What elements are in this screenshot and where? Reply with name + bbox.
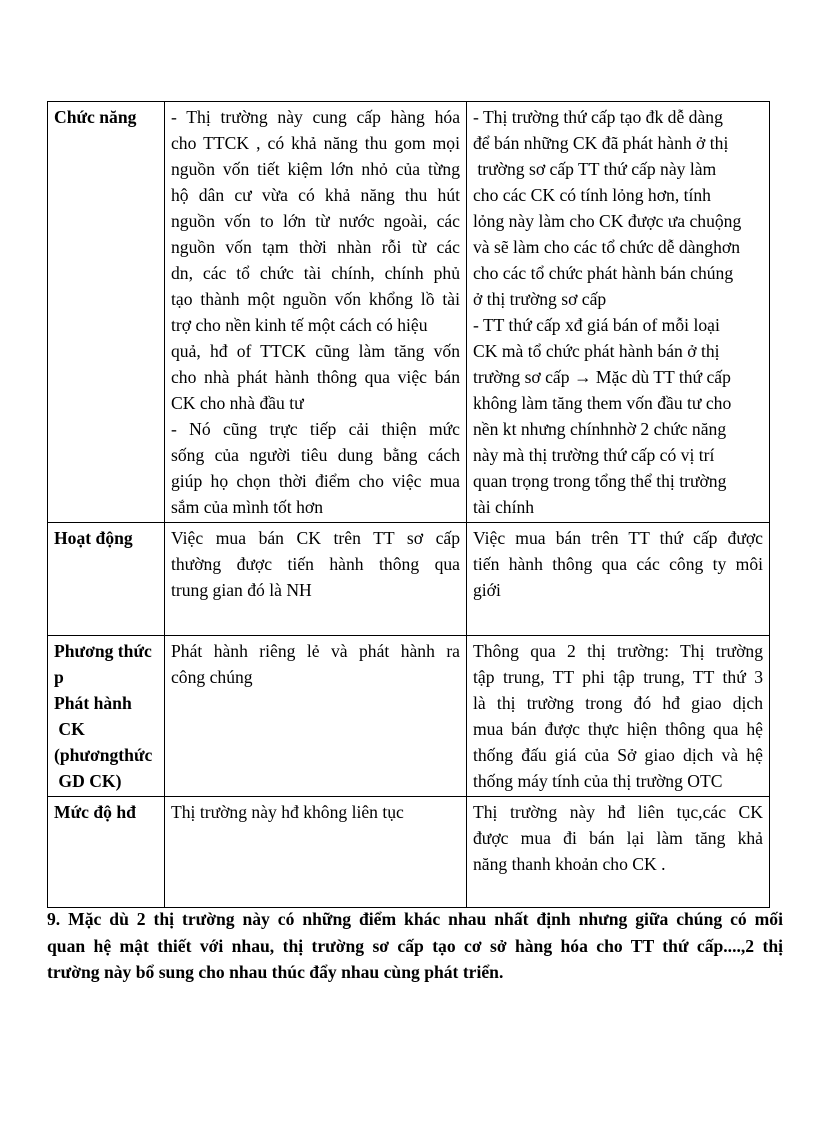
cell-line: Thị trường này hđ không liên tục [171, 802, 404, 822]
primary-market-cell [165, 102, 467, 523]
row-header [48, 797, 165, 908]
cell-line: Thị trường này hđ liên tục,các CK [473, 802, 763, 822]
row-header-line: Phương thức [54, 641, 152, 661]
cell-line: Thông qua 2 thị trường: Thị trường [473, 641, 763, 661]
row-header-line: Chức năng [54, 107, 137, 127]
cell-line: năng thanh khoản cho CK . [473, 854, 666, 874]
row-header-line: Phát hành [54, 693, 132, 713]
primary-market-cell [165, 523, 467, 636]
cell-line: Việc mua bán CK trên TT sơ cấp [171, 528, 460, 548]
cell-line: được mua đi bán lại làm tăng khả [473, 828, 763, 848]
row-header-line: Mức độ hđ [54, 802, 136, 822]
conclusion-line: quan hệ mật thiết với nhau, thị trường sơ cấp tạo cơ sở hàng hóa cho TT thứ cấp....,2 thị [47, 935, 783, 956]
conclusion-paragraph [47, 906, 783, 986]
cell-line: thống đấu giá của Sở giao dịch và hệ [473, 745, 763, 765]
secondary-market-cell [467, 523, 770, 636]
row-header [48, 102, 165, 523]
primary-market-cell [165, 636, 467, 797]
cell-line: cho các tổ chức phát hành bán chúng [473, 263, 734, 283]
cell-line: nguồn vốn tạm thời nhàn rỗi từ các [171, 237, 460, 257]
cell-line: Việc mua bán trên TT thứ cấp được [473, 528, 763, 548]
cell-line: mua bán được thực hiện thông qua hệ [473, 719, 763, 739]
primary-market-cell [165, 797, 467, 908]
cell-line: sắm của mình tốt hơn [171, 497, 323, 517]
cell-line: nguồn vốn to lớn từ nước ngoài, các [171, 211, 460, 231]
cell-line: ở thị trường sơ cấp [473, 289, 607, 309]
cell-line: - Nó cũng trực tiếp cải thiện mức [171, 419, 460, 439]
cell-line: CK mà tổ chức phát hành bán ở thị [473, 341, 720, 361]
comparison-table [47, 101, 770, 908]
cell-line: nền kt nhưng chínhnhờ 2 chức năng [473, 419, 727, 439]
row-header-line: Hoạt động [54, 528, 133, 548]
cell-line: cho nhà phát hành thông qua việc bán [171, 367, 460, 387]
cell-line: dn, các tổ chức tài chính, chính phủ [171, 263, 460, 283]
table-row [48, 636, 770, 797]
cell-line: là thị trường trong đó hđ giao dịch [473, 693, 763, 713]
cell-line: tập trung, TT phi tập trung, TT thứ 3 [473, 667, 763, 687]
conclusion-line: 9. Mặc dù 2 thị trường này có những điểm khác nhau nhất định nhưng giữa chúng có mối [47, 909, 783, 929]
cell-line: để bán những CK đã phát hành ở thị [473, 133, 729, 153]
cell-line: nguồn vốn tiết kiệm lớn nhỏ của từng [171, 159, 460, 179]
table-row [48, 797, 770, 908]
cell-line: cho TTCK , có khả năng thu gom mọi [171, 133, 460, 153]
cell-line: và sẽ làm cho các tổ chức dễ dànghơn [473, 237, 740, 257]
cell-line: thống máy tính của thị trường OTC [473, 771, 723, 791]
cell-line: tạo thành một nguồn vốn khổng lồ tài [171, 289, 460, 309]
cell-line: - Thị trường này cung cấp hàng hóa [171, 107, 460, 127]
table-row [48, 102, 770, 523]
cell-line: không làm tăng them vốn đầu tư cho [473, 393, 732, 413]
cell-line: này mà thị trường thứ cấp có vị trí [473, 445, 715, 465]
row-header-line: (phươngthức [54, 745, 153, 765]
cell-line: Phát hành riêng lẻ và phát hành ra [171, 641, 460, 661]
cell-line: trường sơ cấp TT thứ cấp này làm [473, 159, 717, 179]
cell-line: cho các CK có tính lỏng hơn, tính [473, 185, 711, 205]
row-header-line: GD CK) [54, 771, 122, 791]
cell-line: tiến hành thông qua các công ty môi [473, 554, 763, 574]
table-row [48, 523, 770, 636]
cell-line: quả, hđ of TTCK cũng làm tăng vốn [171, 341, 460, 361]
row-header-line: CK [54, 719, 85, 739]
secondary-market-cell [467, 636, 770, 797]
row-header [48, 523, 165, 636]
row-header-line: p [54, 667, 64, 687]
cell-line: tài chính [473, 497, 535, 517]
cell-line: thường được tiến hành thông qua [171, 554, 460, 574]
cell-line: trợ cho nền kinh tế một cách có hiệu [171, 315, 428, 335]
cell-line: - Thị trường thứ cấp tạo đk dễ dàng [473, 107, 723, 127]
cell-line: lỏng này làm cho CK được ưa chuộng [473, 211, 742, 231]
cell-line: CK cho nhà đầu tư [171, 393, 304, 413]
cell-line: giúp họ chọn thời điểm cho việc mua [171, 471, 460, 491]
cell-line: hộ dân cư vừa có khả năng thu hút [171, 185, 460, 205]
conclusion-line: trường này bổ sung cho nhau thúc đẩy nhau cùng phát triển. [47, 962, 504, 982]
cell-line: sống của người tiêu dung bằng cách [171, 445, 460, 465]
secondary-market-cell [467, 102, 770, 523]
row-header [48, 636, 165, 797]
cell-line: giới [473, 580, 501, 600]
secondary-market-cell [467, 797, 770, 908]
cell-line: công chúng [171, 667, 253, 687]
cell-line: quan trọng trong tổng thể thị trường [473, 471, 727, 491]
cell-line: - TT thứ cấp xđ giá bán of mỗi loại [473, 315, 720, 335]
cell-line: trung gian đó là NH [171, 580, 312, 600]
cell-line: trường sơ cấp → Mặc dù TT thứ cấp [473, 367, 731, 387]
